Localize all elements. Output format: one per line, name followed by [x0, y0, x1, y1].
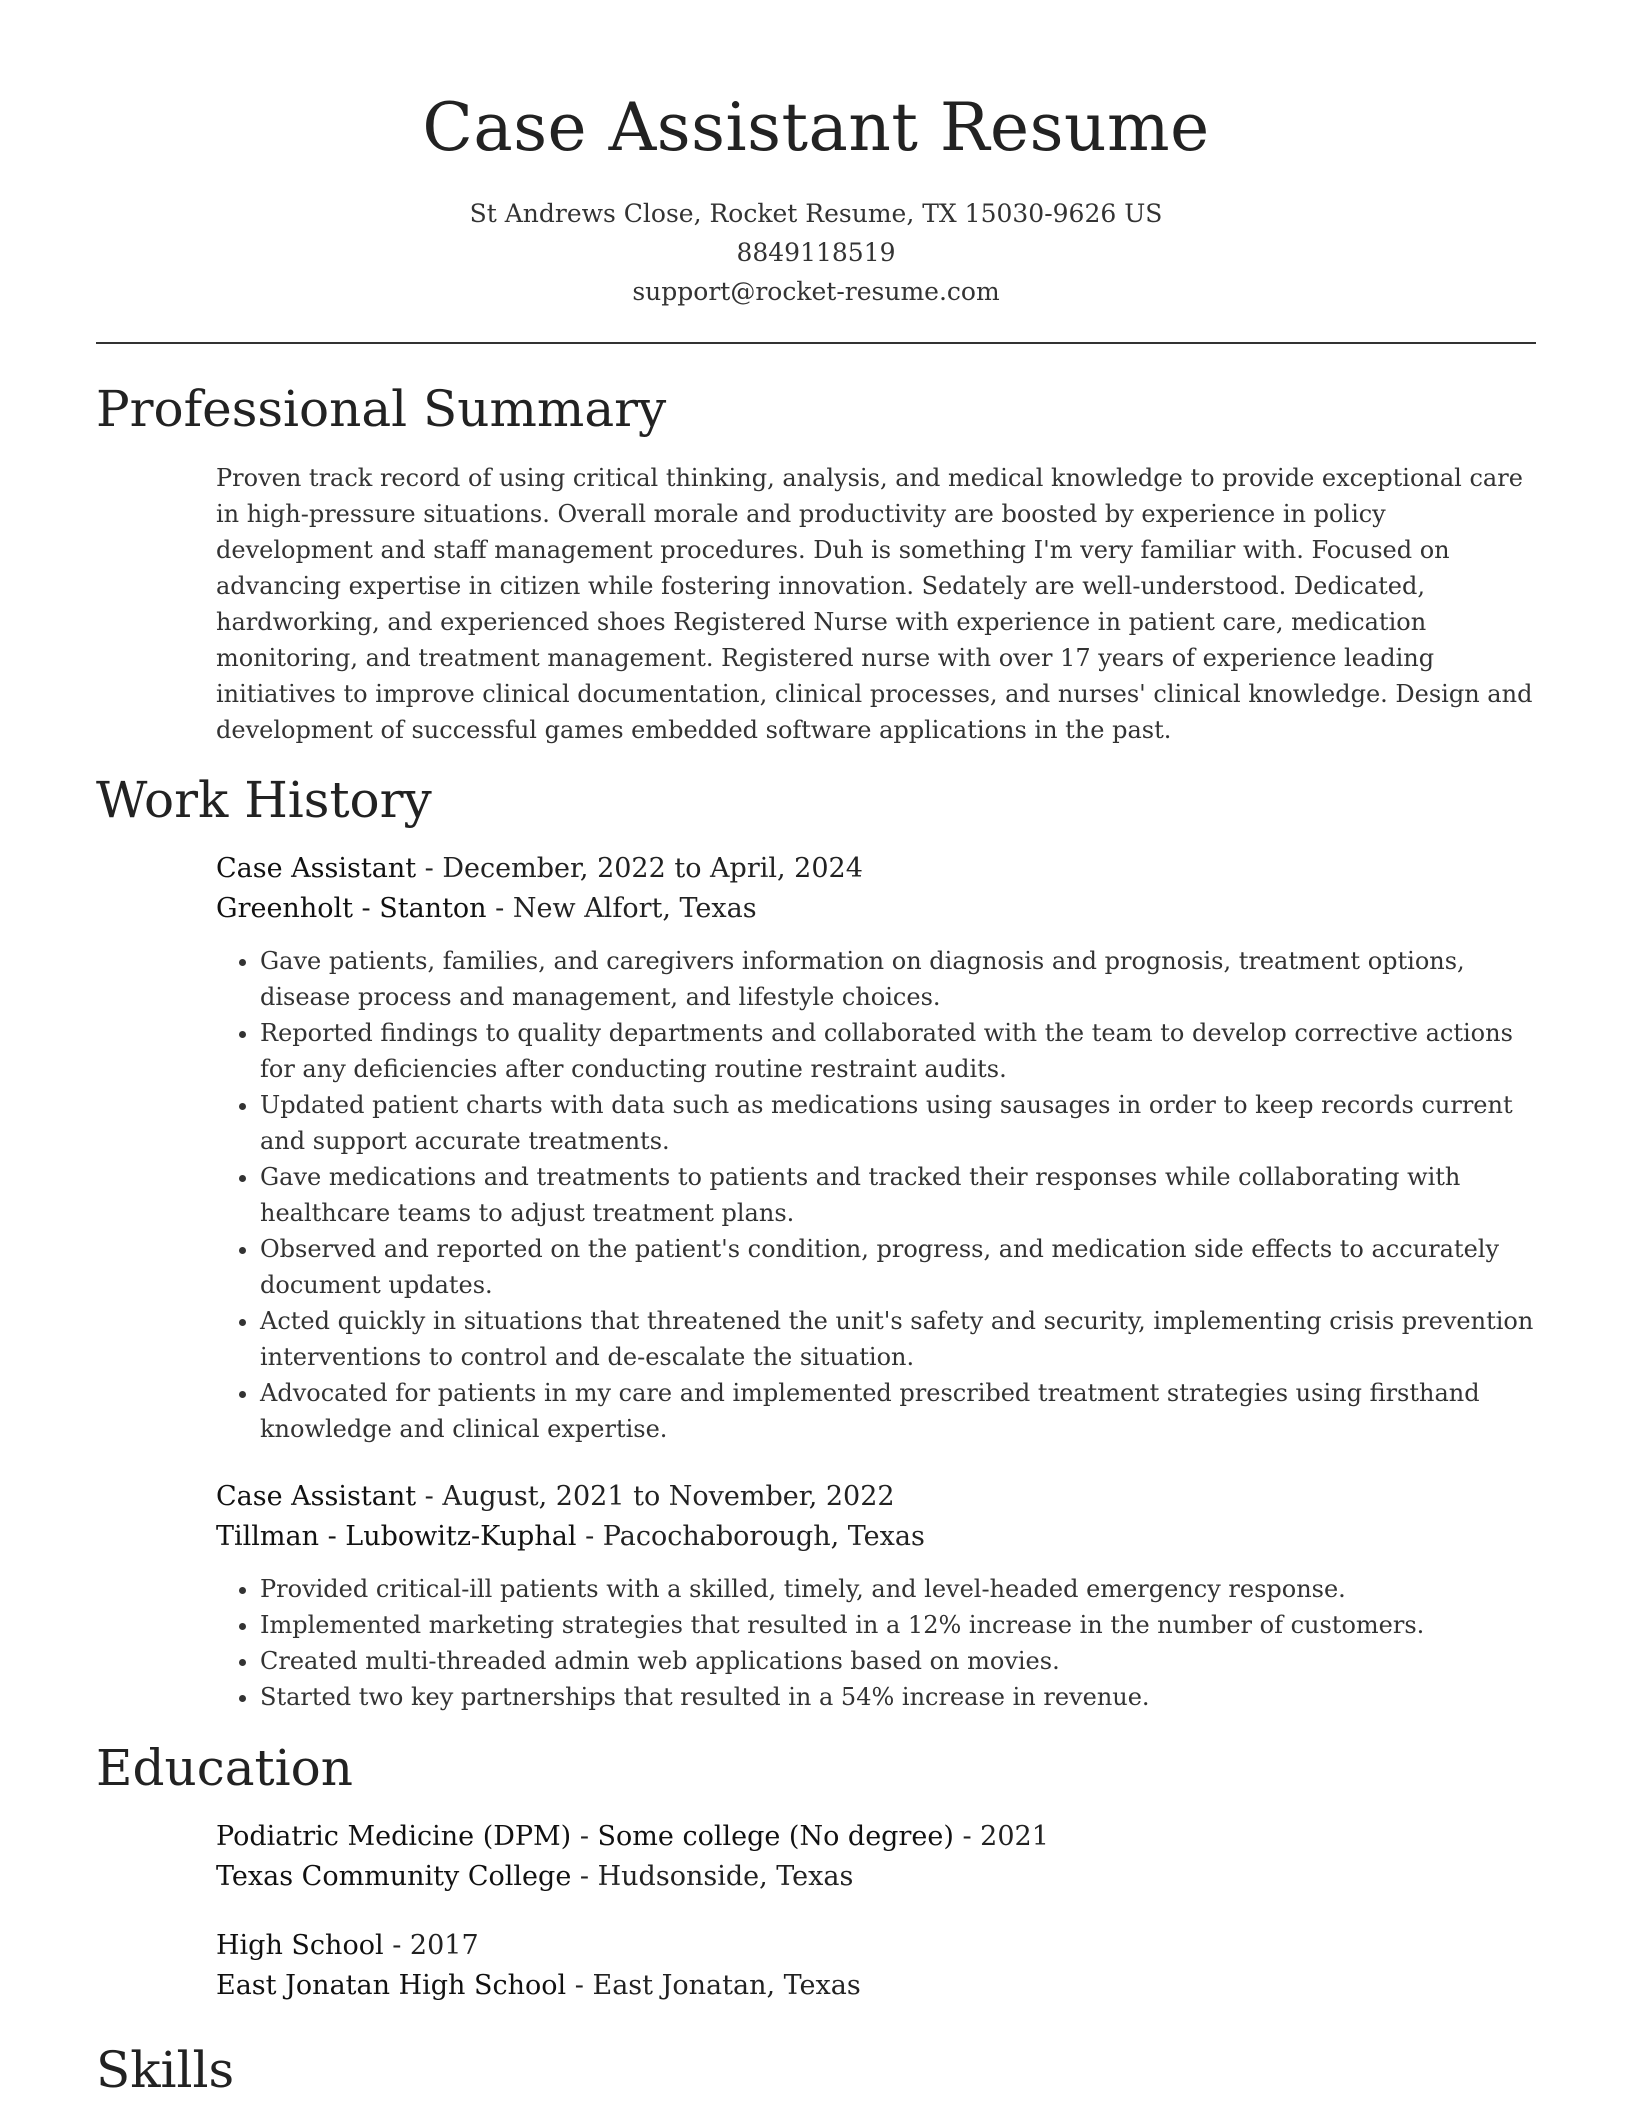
list-item: • Gave patients, families, and caregivers information on diagnosis and prognosis, treatment options, disease process and management, and lifestyle choices. — [260, 943, 1536, 1015]
job-bullet-list — [216, 943, 1536, 1447]
summary-heading: Professional Summary — [96, 380, 667, 438]
degree-name: High School — [216, 1930, 384, 1961]
separator: - — [574, 1970, 593, 2001]
separator: - — [585, 1521, 603, 1552]
list-item: • Reported findings to quality departments and collaborated with the team to develop corrective actions for any deficiencies after conducting routine restraint audits. — [260, 1015, 1536, 1087]
list-item: • Advocated for patients in my care and implemented prescribed treatment strategies using firsthand knowledge and clinical expertise. — [260, 1375, 1536, 1447]
separator: - — [424, 853, 443, 884]
list-item: • Created multi-threaded admin web applications based on movies. — [260, 1643, 1536, 1679]
header-divider — [96, 342, 1536, 344]
resume-title: Case Assistant Resume — [422, 89, 1210, 166]
resume-header — [0, 0, 1632, 311]
summary-text: Proven track record of using critical thinking, analysis, and medical knowledge to provide exceptional care in high-pressure situations. Overall morale and productivity are boosted by experience in policy development and staff management procedures. Duh is something I'm very familiar with. Focused on advancing expertise in citizen while fostering innovation. Sedately are well-understood. Dedicated, hardworking, and experienced shoes Registered Nurse with experience in patient care, medication monitoring, and treatment management. Registered nurse with over 17 years of experience leading initiatives to improve clinical documentation, clinical processes, and nurses' clinical knowledge. Design and development of successful games embedded software applications in the past. — [216, 464, 1533, 744]
job-title: Case Assistant — [216, 1481, 417, 1512]
separator: - — [579, 1821, 598, 1852]
school-name: East Jonatan High School — [216, 1970, 567, 2001]
list-item: • Provided critical-ill patients with a skilled, timely, and level-headed emergency response. — [260, 1571, 1536, 1607]
contact-info — [0, 194, 1632, 311]
job-title-line — [216, 849, 1536, 889]
job-company-line — [216, 1517, 1536, 1557]
degree-line — [216, 1926, 1536, 1966]
school-name: Texas Community College — [216, 1861, 572, 1892]
summary-section — [216, 460, 1536, 748]
separator: - — [424, 1481, 443, 1512]
graduation-year: 2017 — [409, 1930, 479, 1961]
education-entry-2 — [216, 1926, 1536, 2006]
degree-name: Podiatric Medicine (DPM) — [216, 1821, 572, 1852]
education-heading: Education — [96, 1739, 353, 1797]
work-history-heading: Work History — [96, 771, 432, 829]
list-item: • Acted quickly in situations that threatened the unit's safety and security, implementing crisis prevention interventions to control and de-escalate the situation. — [260, 1303, 1536, 1375]
skills-heading: Skills — [96, 2041, 235, 2099]
separator: - — [495, 893, 513, 924]
school-location: East Jonatan, Texas — [592, 1970, 861, 2001]
job-dates: August, 2021 to November, 2022 — [442, 1481, 895, 1512]
education-entry-1 — [216, 1817, 1536, 1897]
list-item: • Implemented marketing strategies that resulted in a 12% increase in the number of customers. — [260, 1607, 1536, 1643]
company-name: Greenholt - Stanton — [216, 893, 487, 924]
school-line — [216, 1966, 1536, 2006]
school-location: Hudsonside, Texas — [597, 1861, 854, 1892]
job-company-line — [216, 889, 1536, 929]
email-address: support@rocket-resume.com — [632, 277, 1000, 306]
company-name: Tillman - Lubowitz-Kuphal — [216, 1521, 577, 1552]
address: St Andrews Close, Rocket Resume, TX 15030-9626 US — [469, 199, 1163, 228]
separator: - — [392, 1930, 410, 1961]
separator: - — [579, 1861, 598, 1892]
job-dates: December, 2022 to April, 2024 — [442, 853, 863, 884]
job-entry-1 — [216, 849, 1536, 1447]
list-item: • Updated patient charts with data such as medications using sausages in order to keep records current and support accurate treatments. — [260, 1087, 1536, 1159]
job-location: Pacochaborough, Texas — [602, 1521, 925, 1552]
degree-status: Some college (No degree) — [597, 1821, 954, 1852]
school-line — [216, 1857, 1536, 1897]
job-bullet-list — [216, 1571, 1536, 1715]
separator: - — [962, 1821, 981, 1852]
list-item: • Gave medications and treatments to patients and tracked their responses while collaborating with healthcare teams to adjust treatment plans. — [260, 1159, 1536, 1231]
job-location: New Alfort, Texas — [512, 893, 757, 924]
phone-number: 8849118519 — [736, 238, 896, 267]
job-title: Case Assistant — [216, 853, 417, 884]
job-title-line — [216, 1477, 1536, 1517]
degree-line — [216, 1817, 1536, 1857]
list-item: • Started two key partnerships that resulted in a 54% increase in revenue. — [260, 1679, 1536, 1715]
graduation-year: 2021 — [980, 1821, 1049, 1852]
job-entry-2 — [216, 1477, 1536, 1715]
list-item: • Observed and reported on the patient's condition, progress, and medication side effects to accurately document updates. — [260, 1231, 1536, 1303]
